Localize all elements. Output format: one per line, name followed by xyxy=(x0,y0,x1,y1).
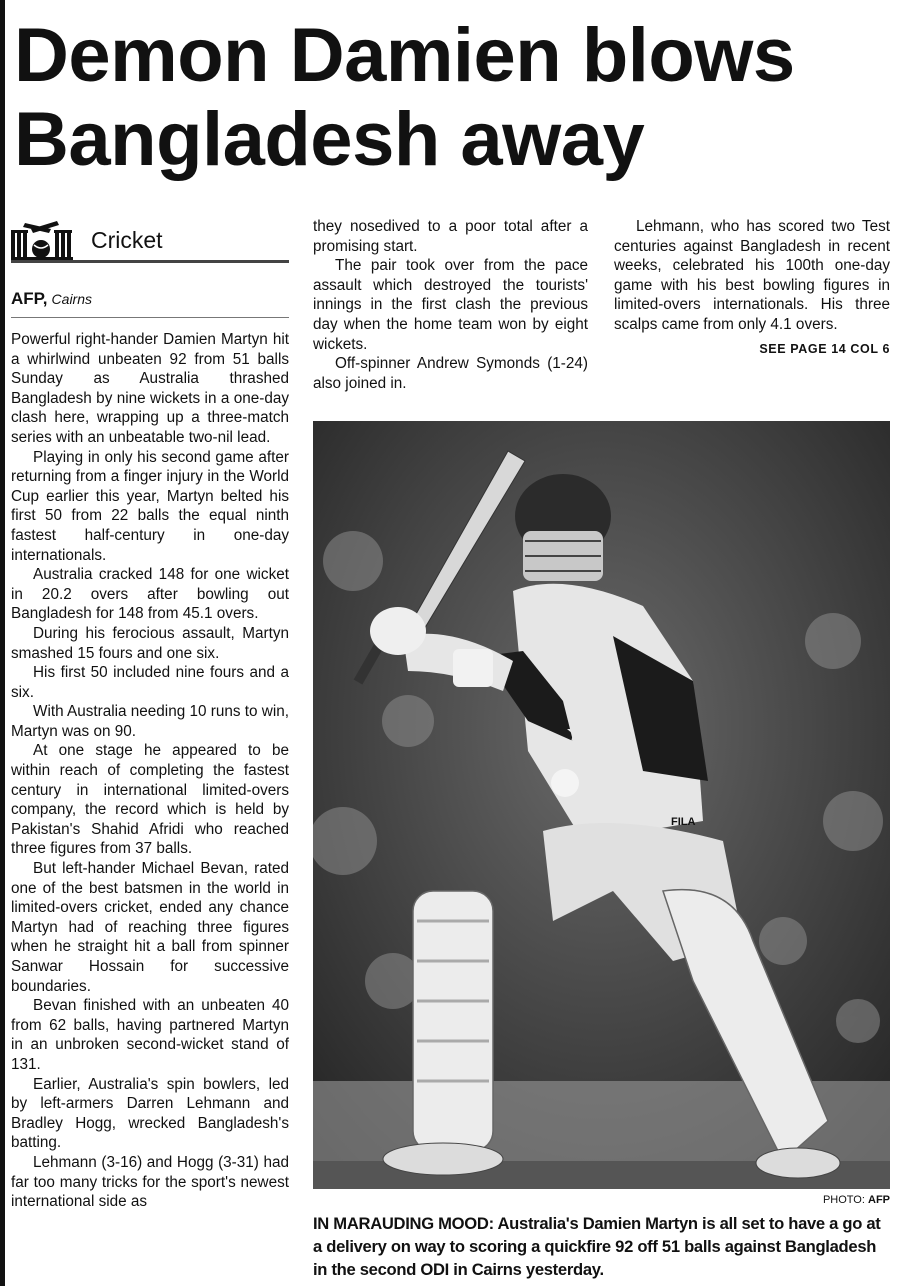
shirt-logo-text: FILA xyxy=(671,816,696,828)
paragraph: The pair took over from the pace assault which destroyed the tourists' innings in the first clash the previous day when the home team won by eight wickets. xyxy=(313,257,588,353)
page-edge-rule xyxy=(0,0,5,1286)
paragraph: With Australia needing 10 runs to win, Martyn was on 90. xyxy=(11,703,289,740)
byline-location: Cairns xyxy=(51,291,93,307)
byline xyxy=(11,289,289,309)
news-photo xyxy=(313,421,890,1189)
photo-credit-prefix: PHOTO: xyxy=(822,1194,865,1206)
article-body-col2 xyxy=(313,217,588,393)
paragraph: Powerful right-hander Damien Martyn hit a whirlwind unbeaten 92 from 51 balls Sunday as Australia thrashed Bangladesh by nine wickets in a one-day clash here, wrapping up a three-match series with an unbeatable two-nil lead. xyxy=(11,331,289,446)
batsman-photo-illustration xyxy=(313,421,890,1189)
paragraph: At one stage he appeared to be within reach of completing the fastest century in international limited-overs company, the record which is held by Pakistan's Shahid Afridi who reached three figures from 37 balls. xyxy=(11,742,289,858)
paragraph: Australia cracked 148 for one wicket in 20.2 overs after bowling out Bangladesh for 148 from 45.1 overs. xyxy=(11,566,289,623)
paragraph: His first 50 included nine fours and a six. xyxy=(11,664,289,701)
byline-rule xyxy=(11,317,289,318)
paragraph: Lehmann (3-16) and Hogg (3-31) had far too many tricks for the sport's newest international side as xyxy=(11,1153,289,1211)
article-body-col1 xyxy=(11,330,289,1212)
article-column-2 xyxy=(313,217,588,393)
article-body-col3 xyxy=(614,217,890,335)
section-header xyxy=(11,215,289,265)
continuation-jump: SEE PAGE 14 COL 6 xyxy=(759,341,890,356)
photo-credit-source: AFP xyxy=(868,1194,890,1206)
paragraph: they nosedived to a poor total after a promising start. xyxy=(313,218,588,255)
article-column-3 xyxy=(614,217,890,356)
byline-agency: AFP, xyxy=(11,289,48,308)
paragraph: During his ferocious assault, Martyn smashed 15 fours and one six. xyxy=(11,624,289,662)
section-label: Cricket xyxy=(91,227,163,253)
paragraph: But left-hander Michael Bevan, rated one of the best batsmen in the world in limited-overs cricket, ended any chance Martyn had of reaching three figures when he straight hit a ball from spinner Sanwar Hossain for successive boundaries. xyxy=(11,860,289,995)
headline-line-2: Bangladesh away xyxy=(14,97,645,182)
paragraph: Off-spinner Andrew Symonds (1-24) also joined in. xyxy=(313,355,588,392)
paragraph: Bevan finished with an unbeaten 40 from 62 balls, having partnered Martyn in an unbroken second-wicket stand of 131. xyxy=(11,997,289,1073)
headline xyxy=(14,14,894,182)
article-column-1 xyxy=(11,215,289,1212)
paragraph: Earlier, Australia's spin bowlers, led by left-armers Darren Lehmann and Bradley Hogg, wrecked Bangladesh's batting. xyxy=(11,1075,289,1152)
headline-line-1: Demon Damien blows xyxy=(14,13,795,98)
paragraph: Lehmann, who has scored two Test centuries against Bangladesh in recent weeks, celebrated his 100th one-day game with his best bowling figures in limited-overs internationals. His three scalps came from only 4.1 overs. xyxy=(614,218,890,333)
section-rule xyxy=(11,260,289,263)
photo-caption: IN MARAUDING MOOD: Australia's Damien Martyn is all set to have a go at a delivery on way to scoring a quickfire 92 off 51 balls against Bangladesh in the second ODI in Cairns yesterday. xyxy=(313,1214,881,1279)
cricket-logo-icon xyxy=(11,219,87,261)
photo-credit xyxy=(600,1194,890,1206)
paragraph: Playing in only his second game after returning from a finger injury in the World Cup earlier this year, Martyn belted his first 50 from 22 balls the equal ninth fastest half-century in one-day internationals. xyxy=(11,448,289,564)
